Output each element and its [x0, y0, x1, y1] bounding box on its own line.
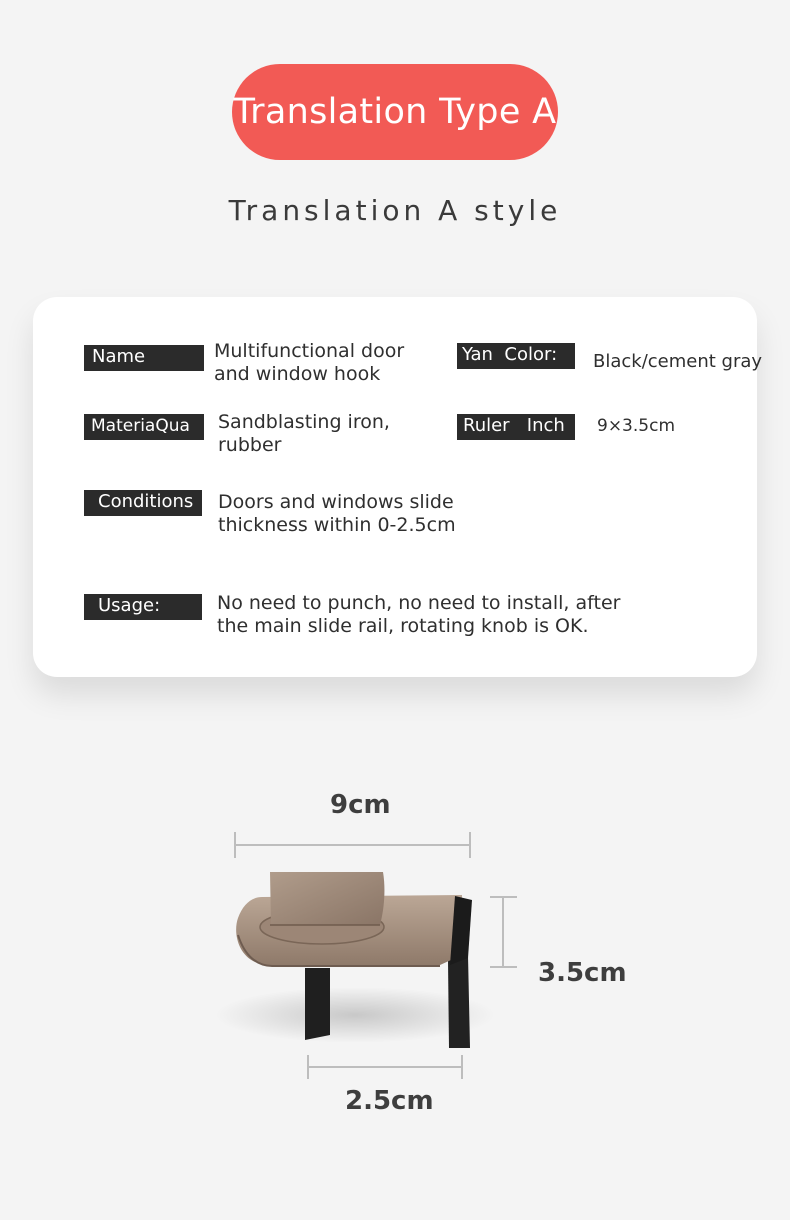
usage-label: Usage:: [84, 594, 202, 620]
ruler-value: 9×3.5cm: [597, 416, 676, 436]
type-badge-label: Translation Type A: [233, 92, 557, 132]
width-dimension-label: 9cm: [330, 790, 391, 820]
style-subtitle: Translation A style: [228, 194, 562, 227]
ruler-label-unit: Inch: [526, 415, 565, 436]
height-dimension-label: 3.5cm: [538, 958, 627, 988]
conditions-value: Doors and windows slide thickness within 0-2.5cm: [218, 491, 456, 536]
gap-dimension-label: 2.5cm: [345, 1086, 434, 1116]
conditions-label: Conditions: [84, 490, 202, 516]
color-value: Black/cement gray: [593, 351, 763, 372]
usage-value: No need to punch, no need to install, after the main slide rail, rotating knob is OK.: [217, 592, 621, 637]
color-label-prefix: Yan: [462, 344, 493, 365]
material-label: MateriaQua: [84, 414, 204, 440]
gap-dimension-line: [308, 1055, 462, 1079]
name-value: Multifunctional door and window hook: [214, 340, 405, 385]
material-value: Sandblasting iron, rubber: [218, 411, 390, 456]
name-label: Name: [84, 345, 204, 371]
width-dimension-line: [235, 832, 470, 858]
height-dimension-line: [490, 897, 517, 967]
color-label-text: Color:: [504, 344, 558, 365]
ruler-label-prefix: Ruler: [463, 415, 510, 436]
